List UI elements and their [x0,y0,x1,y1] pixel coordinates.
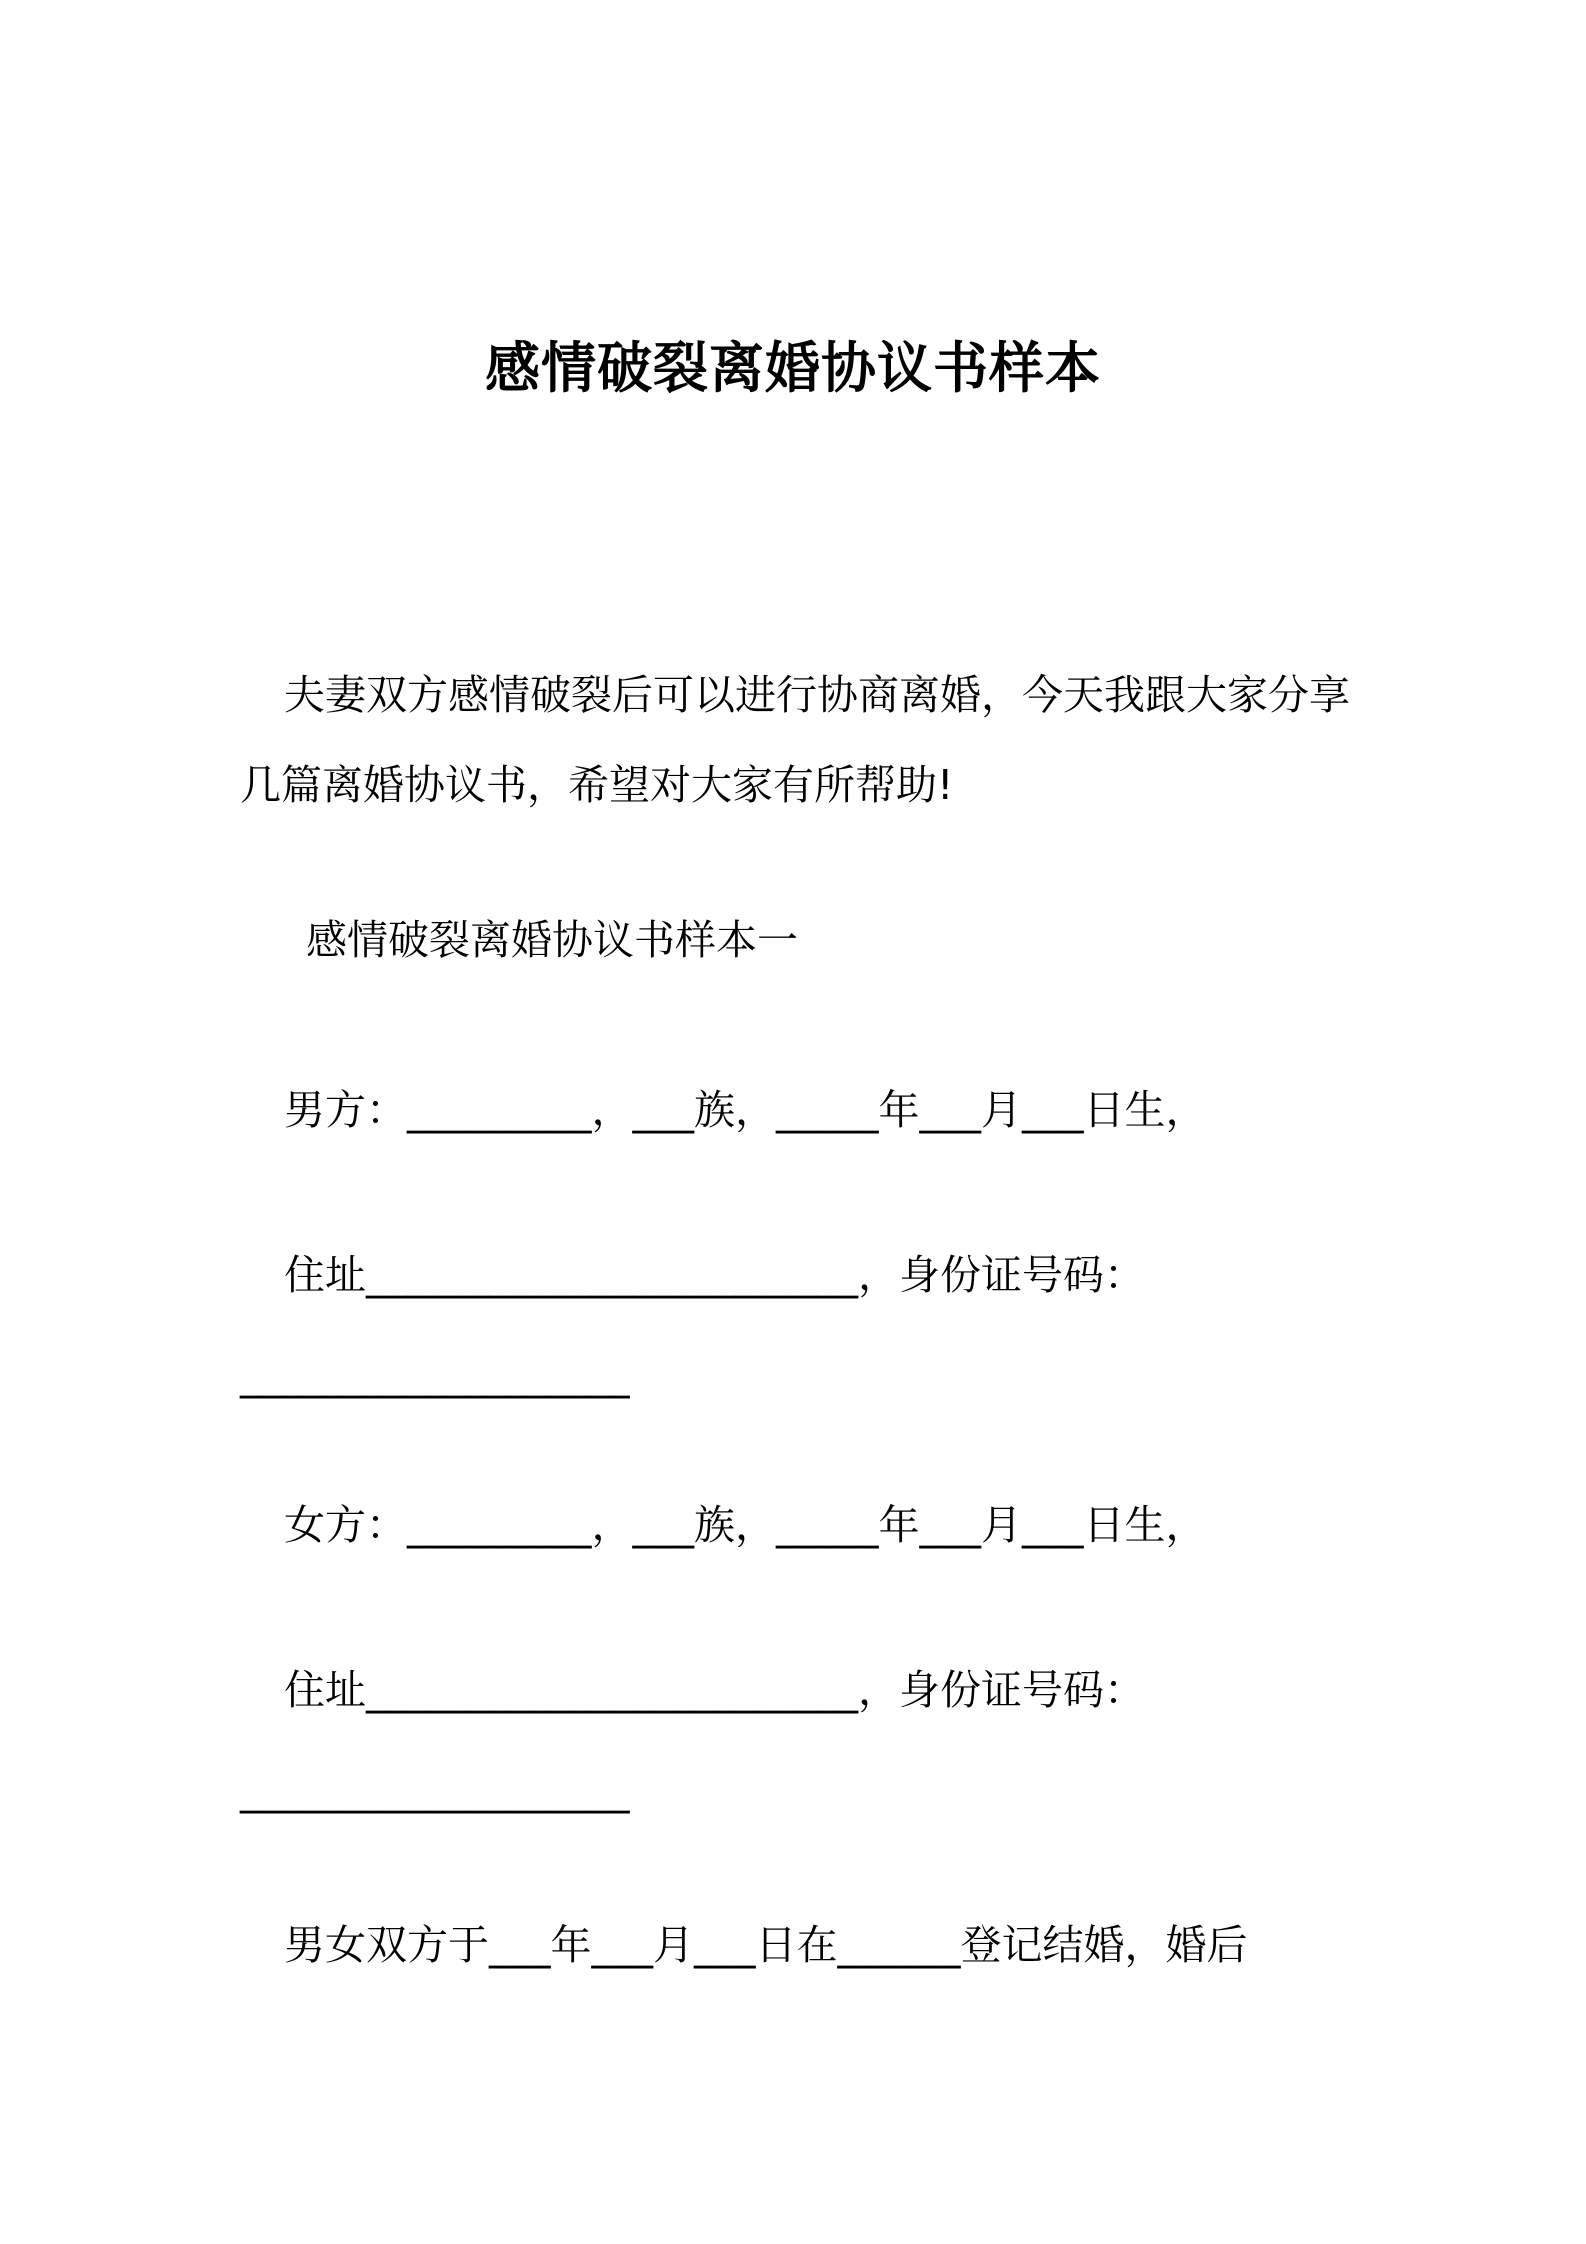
female-address-line: 住址________________________，身份证号码： [284,1666,1145,1714]
document-title: 感情破裂离婚协议书样本 [484,335,1101,400]
marriage-registration-line: 男女双方于___年___月___日在______登记结婚，婚后 [284,1921,1248,1969]
female-id-blank: ___________________ [240,1766,630,1814]
male-address-line: 住址________________________，身份证号码： [284,1251,1145,1299]
female-info-line: 女方：_________，___族，_____年___月___日生， [284,1501,1207,1549]
section-subtitle: 感情破裂离婚协议书样本一 [306,916,798,964]
male-info-line: 男方：_________，___族，_____年___月___日生， [284,1086,1207,1134]
intro-paragraph: 夫妻双方感情破裂后可以进行协商离婚，今天我跟大家分享几篇离婚协议书，希望对大家有所帮助! [240,671,1350,809]
male-id-blank: ___________________ [240,1351,630,1399]
